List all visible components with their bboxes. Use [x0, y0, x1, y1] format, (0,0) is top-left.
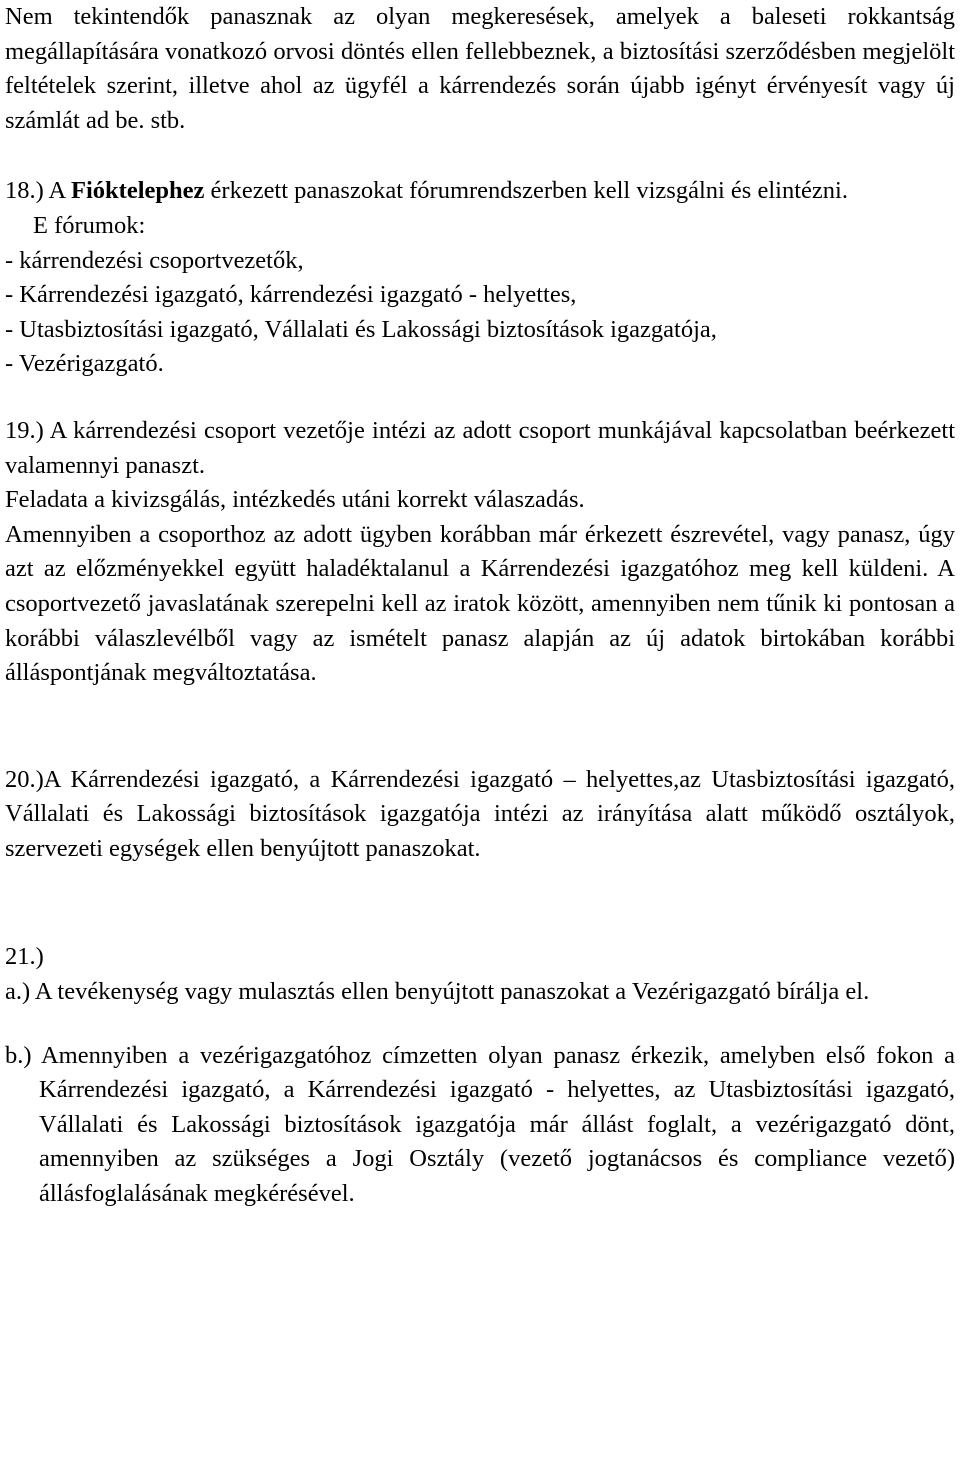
intro-paragraph: Nem tekintendők panasznak az olyan megkeresések, amelyek a baleseti rokkantság megállapítására vonatkozó orvosi döntés ellen fellebbeznek, a biztosítási szerződésben megjelölt feltételek szerint, illetve ahol az ügyfél a kárrendezés során újabb igényt érvényesít vagy új számlát ad be. stb.: [5, 3, 955, 134]
section-21-point-b: b.) Amennyiben a vezérigazgatóhoz címzetten olyan panasz érkezik, amelyben első fokon a Kárrendezési igazgató, a Kárrendezési igazgató - helyettes, az Utasbiztosítási igazgató, Vállalati és Lakossági biztosítások igazgatója már állást foglalt, a vezérigazgató dönt, amennyiben az szükséges a Jogi Osztály (vezető jogtanácsos és compliance vezető) állásfoglalásának megkérésével.: [5, 1041, 955, 1208]
section-18-rest: érkezett panaszokat fórumrendszerben kell vizsgálni és elintézni.: [204, 177, 848, 205]
forums-block: [5, 209, 955, 382]
section-19-details: Amennyiben a csoporthoz az adott ügyben korábban már érkezett észrevétel, vagy panasz, úgy azt az előzményekkel együtt haladéktalanul a Kárrendezési igazgatóhoz meg kell küldeni. A csoportvezető javaslatának szerepelni kell az iratok között, amennyiben nem tűnik ki pontosan a korábbi válaszlevélből vagy az ismételt panasz alapján az új adatok birtokában korábbi álláspontjának megváltoztatása.: [5, 520, 955, 687]
section-19-paragraph: 19.) A kárrendezési csoport vezetője intézi az adott csoport munkájával kapcsolatban beérkezett valamennyi panaszt.: [5, 416, 955, 479]
section-21-number: 21.): [5, 943, 44, 971]
forum-item: - Vezérigazgató.: [5, 350, 164, 378]
document-body: [5, 0, 955, 1212]
forum-item: - Utasbiztosítási igazgató, Vállalati és Lakossági biztosítások igazgatója,: [5, 315, 717, 343]
forum-item: - Kárrendezési igazgató, kárrendezési igazgató - helyettes,: [5, 281, 577, 309]
section-19-task: Feladata a kivizsgálás, intézkedés utáni korrekt válaszadás.: [5, 486, 585, 514]
section-18-bold-term: Fióktelephez: [71, 177, 205, 205]
section-20-paragraph: 20.)A Kárrendezési igazgató, a Kárrendezési igazgató – helyettes,az Utasbiztosítási igazgató, Vállalati és Lakossági biztosítások igazgatója intézi az irányítása alatt működő osztályok, szervezeti egységek ellen benyújtott panaszokat.: [5, 765, 955, 862]
forums-title: E fórumok:: [33, 211, 146, 239]
forum-item: - kárrendezési csoportvezetők,: [5, 246, 304, 274]
section-21-point-a: a.) A tevékenység vagy mulasztás ellen benyújtott panaszokat a Vezérigazgató bírálja el.: [5, 978, 870, 1006]
section-18-paragraph: [5, 174, 955, 209]
section-18-lead: 18.) A: [5, 177, 72, 205]
